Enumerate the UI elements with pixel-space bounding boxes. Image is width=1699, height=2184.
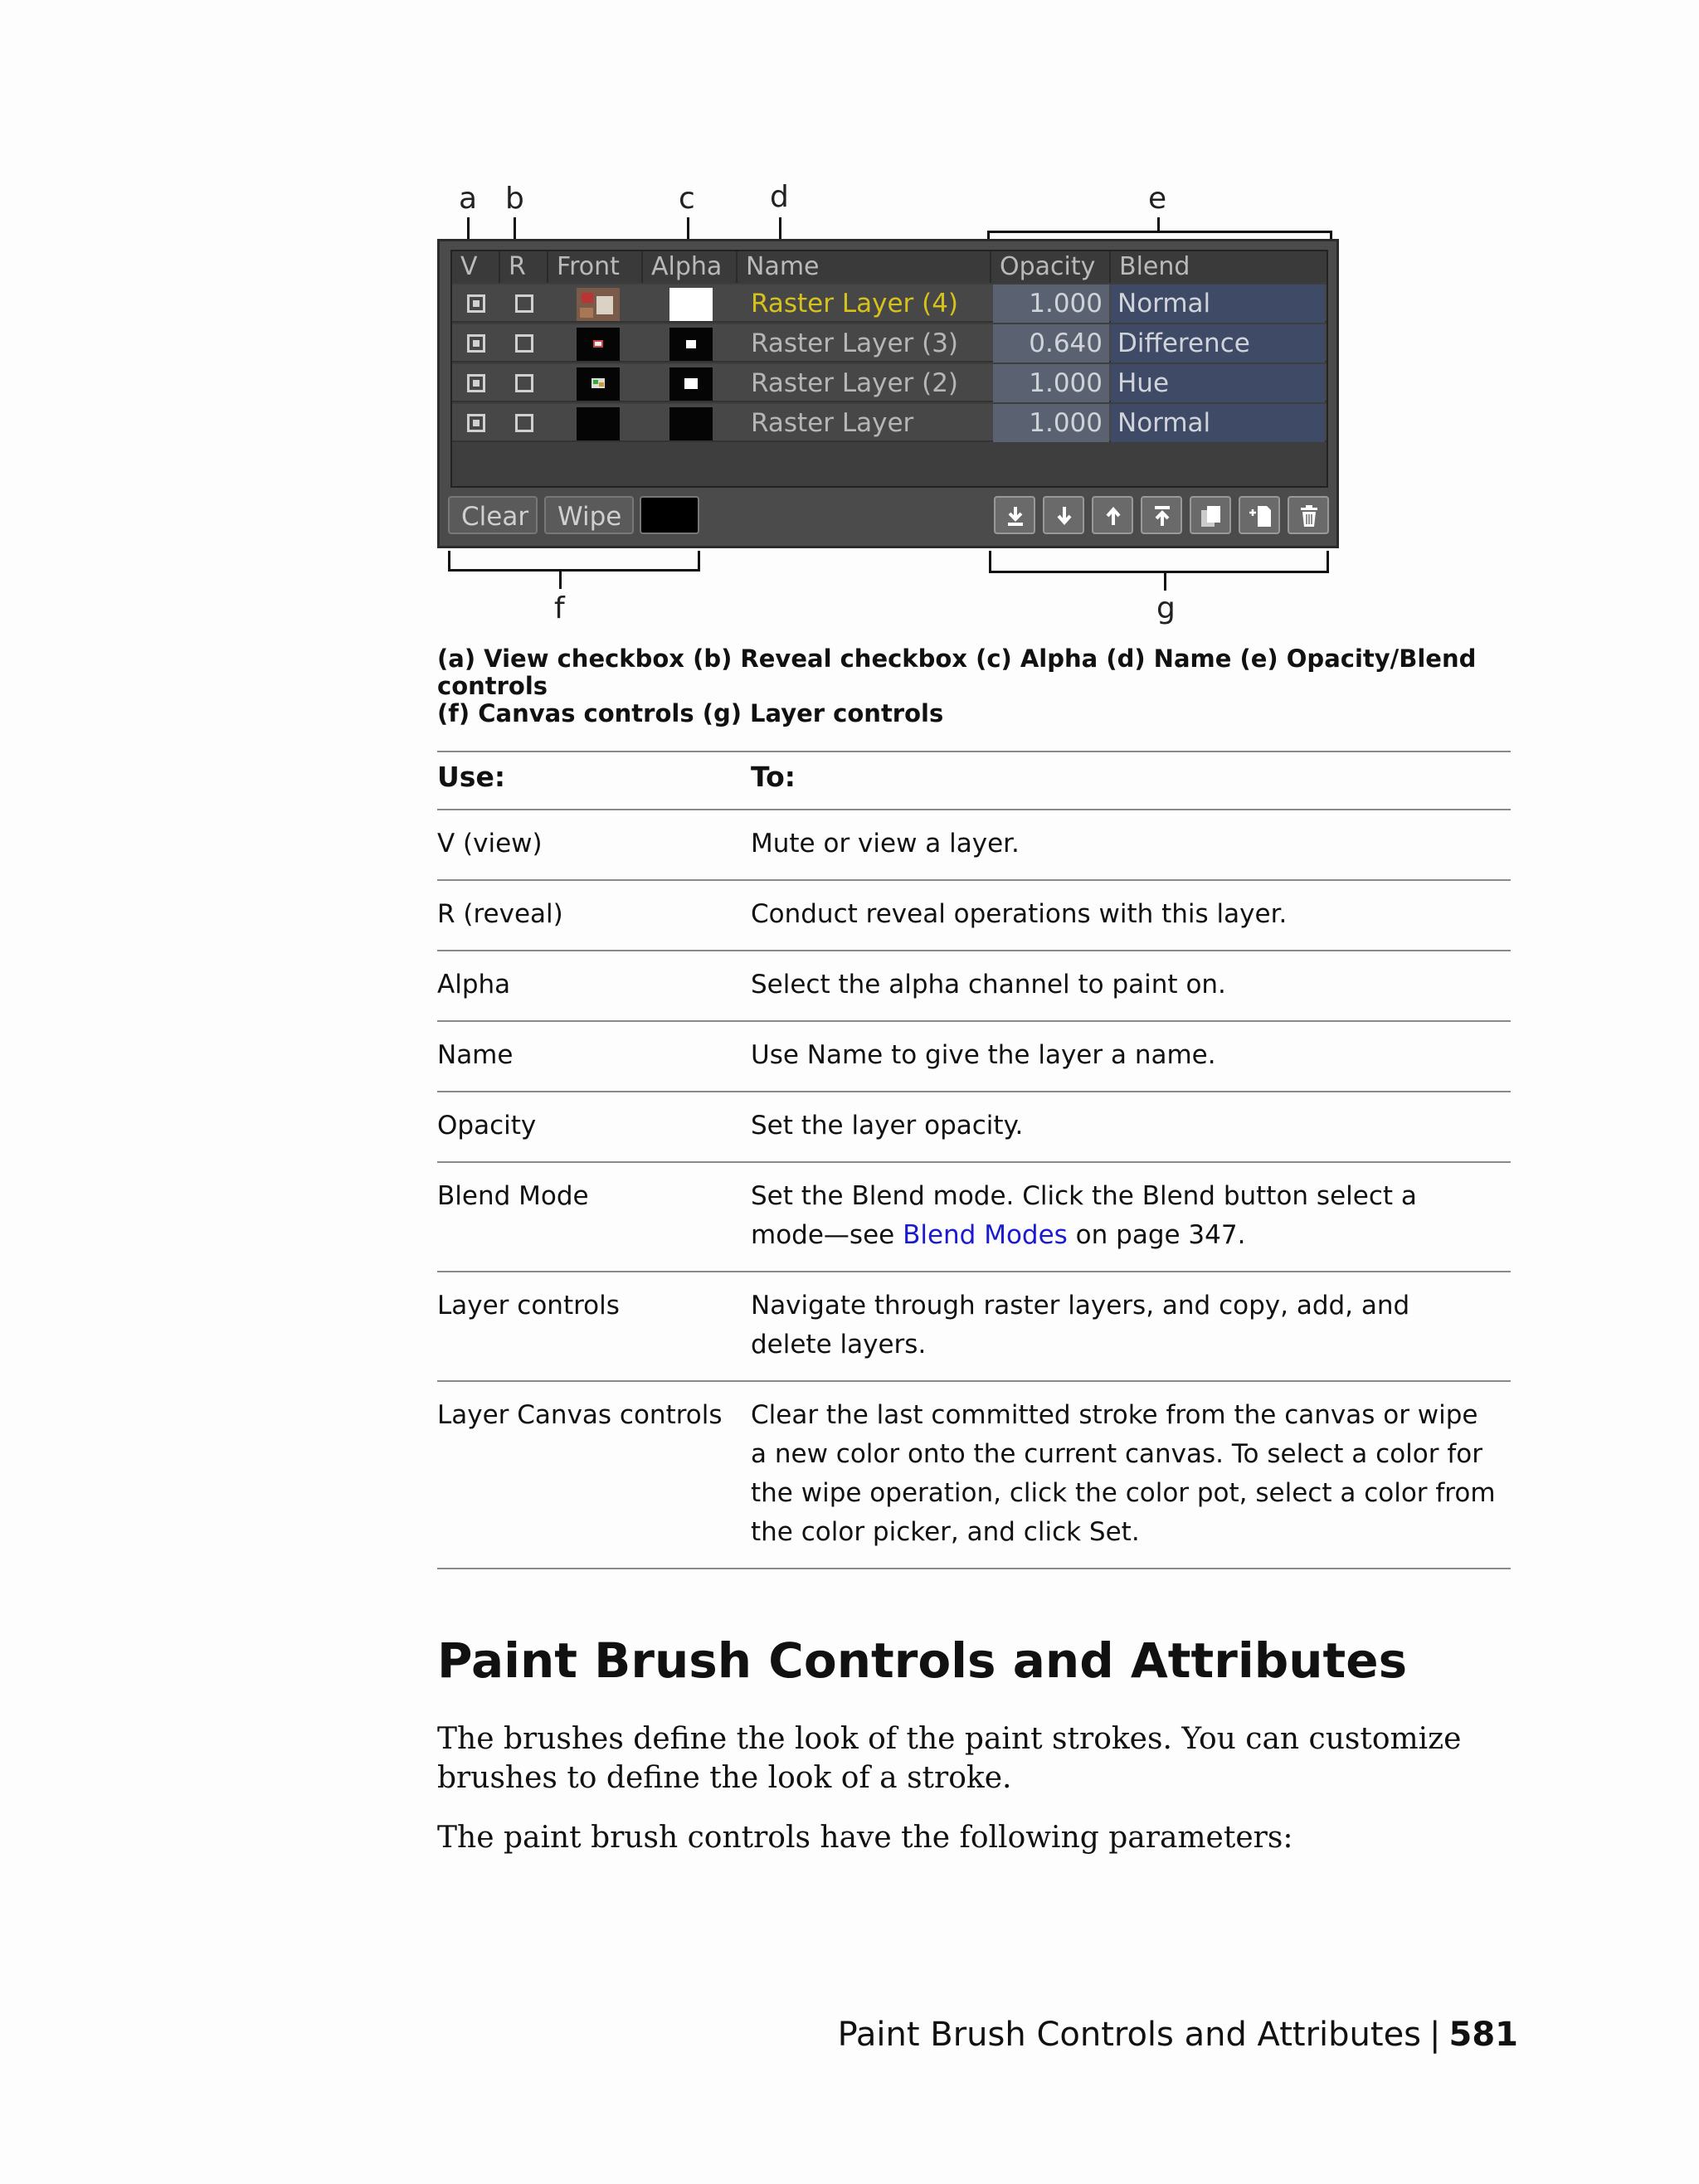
reveal-checkbox[interactable] [515, 334, 533, 353]
caption-line-2: (f) Canvas controls (g) Layer controls [437, 699, 944, 727]
callout-e: e [1148, 182, 1167, 216]
table-rule [437, 809, 1511, 810]
move-up-button[interactable] [1092, 496, 1133, 534]
bracket-f [448, 569, 700, 572]
view-checkbox[interactable] [467, 374, 485, 392]
table-rule [437, 1568, 1511, 1569]
move-to-bottom-icon [1003, 503, 1028, 528]
blend-text-before: Set the Blend mode. Click the Blend button select a mode—see [751, 1181, 1417, 1250]
add-layer-button[interactable] [1239, 496, 1280, 534]
table-cell-to: Navigate through raster layers, and copy, add, and delete layers. [751, 1291, 1410, 1360]
layer-row[interactable] [452, 324, 1327, 362]
table-rule [437, 751, 1511, 752]
move-to-bottom-button[interactable] [994, 496, 1035, 534]
callout-b: b [505, 182, 524, 216]
copy-layer-icon [1199, 503, 1224, 528]
section-heading: Paint Brush Controls and Attributes [437, 1632, 1408, 1689]
copy-layer-button[interactable] [1190, 496, 1231, 534]
alpha-thumbnail [669, 407, 713, 440]
table-cell-to: Use Name to give the layer a name. [751, 1040, 1216, 1070]
layer-row[interactable] [452, 404, 1327, 442]
col-header-r: R [500, 251, 548, 283]
bracket-e-stem [1157, 217, 1160, 232]
callout-c: c [679, 182, 695, 216]
table-cell-use: V (view) [437, 829, 543, 859]
table-rule [437, 1380, 1511, 1382]
layer-name[interactable]: Raster Layer (4) [751, 289, 959, 319]
bracket-f-stem [559, 569, 562, 589]
blend-modes-link[interactable]: Blend Modes [903, 1220, 1068, 1250]
add-layer-icon [1248, 503, 1273, 528]
layer-name[interactable]: Raster Layer (2) [751, 368, 959, 398]
reveal-checkbox[interactable] [515, 374, 533, 392]
move-down-button[interactable] [1043, 496, 1084, 534]
view-checkbox[interactable] [467, 334, 485, 353]
alpha-thumbnail [669, 288, 713, 321]
table-rule [437, 1020, 1511, 1022]
blend-text-after: on page 347. [1067, 1220, 1246, 1250]
front-thumbnail [577, 367, 620, 401]
front-thumbnail [577, 407, 620, 440]
table-rule [437, 950, 1511, 951]
body-paragraph: The paint brush controls have the following parameters: [437, 1821, 1293, 1855]
callout-f: f [554, 591, 565, 625]
bracket-g [989, 571, 1329, 573]
table-header-use: Use: [437, 761, 506, 793]
bracket-f-left [448, 551, 450, 571]
bracket-g-right [1327, 551, 1329, 572]
move-up-icon [1101, 503, 1126, 528]
delete-layer-icon [1297, 503, 1322, 528]
table-rule [437, 879, 1511, 881]
wipe-button[interactable]: Wipe [544, 496, 634, 534]
table-cell-to: Conduct reveal operations with this layer. [751, 899, 1288, 929]
opacity-field[interactable]: 1.000 [993, 364, 1109, 402]
table-cell-to: Set the layer opacity. [751, 1111, 1024, 1141]
col-header-opacity: Opacity [991, 251, 1111, 283]
table-cell-use: Blend Mode [437, 1181, 589, 1211]
table-cell-to: Clear the last committed stroke from the canvas or wipe a new color onto the current canvas. To select a color for the wipe operation, click the color pot, select a color from the color picker, and click Set. [751, 1400, 1496, 1547]
col-header-blend: Blend [1111, 251, 1327, 283]
blend-button[interactable]: Normal [1111, 404, 1325, 442]
page-number: 581 [1448, 2016, 1518, 2054]
callout-a: a [459, 182, 478, 216]
opacity-field[interactable]: 1.000 [993, 404, 1109, 442]
table-cell-use: Layer Canvas controls [437, 1400, 723, 1430]
reveal-checkbox[interactable] [515, 414, 533, 432]
alpha-thumbnail [669, 367, 713, 401]
view-checkbox[interactable] [467, 294, 485, 313]
table-cell-use: Layer controls [437, 1291, 620, 1321]
bracket-e [987, 231, 1332, 233]
blend-button[interactable]: Hue [1111, 364, 1325, 402]
callout-g: g [1156, 591, 1176, 625]
col-header-front: Front [548, 251, 643, 283]
opacity-field[interactable]: 0.640 [993, 324, 1109, 362]
col-header-name: Name [738, 251, 991, 283]
bracket-g-left [989, 551, 991, 572]
delete-layer-button[interactable] [1288, 496, 1329, 534]
table-cell-use: Alpha [437, 970, 511, 1000]
front-thumbnail [577, 288, 620, 321]
bracket-f-right [698, 551, 700, 571]
body-paragraph: The brushes define the look of the paint strokes. You can customize brushes to define the look of a stroke. [437, 1722, 1462, 1795]
callout-d: d [770, 180, 789, 214]
page-footer [838, 2016, 1518, 2054]
table-cell-use: Opacity [437, 1111, 537, 1141]
table-cell-to: Select the alpha channel to paint on. [751, 970, 1226, 1000]
move-to-top-button[interactable] [1141, 496, 1182, 534]
blend-button[interactable]: Difference [1111, 324, 1325, 362]
caption-line-1: (a) View checkbox (b) Reveal checkbox (c) Alpha (d) Name (e) Opacity/Blend controls [437, 644, 1477, 700]
table-rule [437, 1161, 1511, 1163]
table-header-to: To: [751, 761, 796, 793]
layer-panel [437, 239, 1339, 548]
table-cell-to [751, 1177, 1497, 1255]
col-header-v: V [452, 251, 500, 283]
move-to-top-icon [1150, 503, 1175, 528]
layer-name[interactable]: Raster Layer (3) [751, 328, 959, 358]
alpha-thumbnail [669, 328, 713, 361]
layer-row[interactable] [452, 364, 1327, 402]
table-rule [437, 1271, 1511, 1272]
move-down-icon [1052, 503, 1077, 528]
front-thumbnail [577, 328, 620, 361]
layer-name[interactable]: Raster Layer [751, 408, 914, 438]
footer-title: Paint Brush Controls and Attributes [837, 2016, 1422, 2054]
figure-caption [437, 645, 1516, 727]
table-cell-use: Name [437, 1040, 514, 1070]
opacity-field[interactable]: 1.000 [993, 285, 1109, 323]
clear-button[interactable]: Clear [448, 496, 538, 534]
reveal-checkbox[interactable] [515, 294, 533, 313]
table-cell-use: R (reveal) [437, 899, 563, 929]
layer-list [450, 250, 1328, 488]
blend-button[interactable]: Normal [1111, 285, 1325, 323]
view-checkbox[interactable] [467, 414, 485, 432]
wipe-color-pot[interactable] [640, 496, 699, 534]
table-cell-to: Mute or view a layer. [751, 829, 1020, 859]
bracket-g-stem [1164, 571, 1166, 591]
footer-separator: | [1429, 2016, 1441, 2054]
layer-row[interactable] [452, 285, 1327, 323]
col-header-alpha: Alpha [643, 251, 738, 283]
table-rule [437, 1091, 1511, 1092]
